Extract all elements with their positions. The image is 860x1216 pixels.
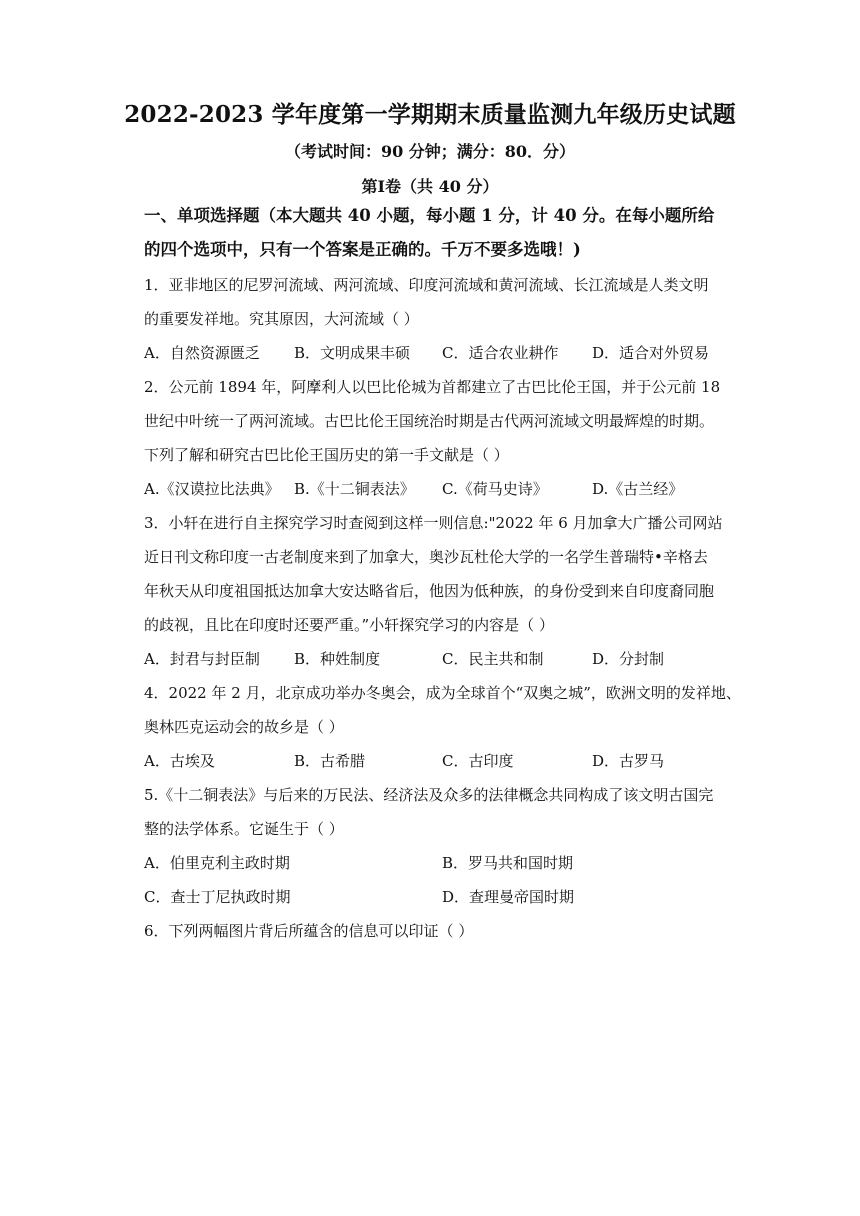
question-5-option-d[interactable]: D．查理曼帝国时期 — [442, 888, 575, 906]
question-3-line-3: 年秋天从印度祖国抵达加拿大安达略省后，他因为低种族，的身份受到来自印度裔同胞 — [144, 582, 715, 600]
exam-title: 2022-2023 学年度第一学期期末质量监测九年级历史试题 — [124, 101, 736, 128]
section-heading-line-2: 的四个选项中，只有一个答案是正确的。千万不要多选哦！) — [144, 240, 581, 259]
question-1-line-2: 的重要发祥地。究其原因，大河流域（ ） — [144, 310, 419, 328]
question-2-line-1: 2．公元前 1894 年，阿摩利人以巴比伦城为首都建立了古巴比伦王国，并于公元前 18 — [144, 378, 721, 396]
question-1-option-c[interactable]: C．适合农业耕作 — [442, 344, 559, 362]
question-5-option-a[interactable]: A．伯里克利主政时期 — [144, 854, 290, 872]
exam-time-score: （考试时间：90 分钟；满分：80．分） — [284, 142, 576, 161]
question-1-option-d[interactable]: D．适合对外贸易 — [592, 344, 710, 362]
question-3-option-c[interactable]: C．民主共和制 — [442, 650, 544, 668]
question-3-option-b[interactable]: B．种姓制度 — [294, 650, 381, 668]
question-3-line-2: 近日刊文称印度一古老制度来到了加拿大，奥沙瓦杜伦大学的一名学生普瑞特•辛格去 — [144, 548, 708, 566]
question-4-option-a[interactable]: A．古埃及 — [144, 752, 215, 770]
question-2-option-d[interactable]: D.《古兰经》 — [592, 480, 684, 498]
question-4-option-c[interactable]: C．古印度 — [442, 752, 514, 770]
question-4-option-b[interactable]: B．古希腊 — [294, 752, 366, 770]
section-heading-line-1: 一、单项选择题（本大题共 40 小题，每小题 1 分，计 40 分。在每小题所给 — [144, 206, 715, 225]
question-1-option-b[interactable]: B．文明成果丰硕 — [294, 344, 411, 362]
question-5-option-c[interactable]: C．查士丁尼执政时期 — [144, 888, 291, 906]
question-1-line-1: 1．亚非地区的尼罗河流域、两河流域、印度河流域和黄河流域、长江流域是人类文明 — [144, 276, 709, 294]
question-2-line-3: 下列了解和研究古巴比伦王国历史的第一手文献是（ ） — [144, 446, 509, 464]
question-4-line-2: 奥林匹克运动会的故乡是（ ） — [144, 718, 344, 736]
question-5-option-b[interactable]: B．罗马共和国时期 — [442, 854, 574, 872]
question-2-line-2: 世纪中叶统一了两河流域。古巴比伦王国统治时期是古代两河流域文明最辉煌的时期。 — [144, 412, 715, 430]
question-4-option-d[interactable]: D．古罗马 — [592, 752, 665, 770]
volume-heading: 第Ⅰ卷（共 40 分） — [361, 177, 499, 196]
question-2-option-a[interactable]: A.《汉谟拉比法典》 — [144, 480, 280, 498]
question-3-option-a[interactable]: A．封君与封臣制 — [144, 650, 260, 668]
question-3-option-d[interactable]: D．分封制 — [592, 650, 665, 668]
question-5-line-2: 整的法学体系。它诞生于（ ） — [144, 820, 344, 838]
question-3-line-1: 3．小轩在进行自主探究学习时查阅到这样一则信息:"2022 年 6 月加拿大广播公司网站 — [144, 514, 723, 532]
question-3-line-4: 的歧视，且比在印度时还要严重。”小轩探究学习的内容是（ ） — [144, 616, 554, 634]
question-1-option-a[interactable]: A．自然资源匮乏 — [144, 344, 260, 362]
question-2-option-b[interactable]: B.《十二铜表法》 — [294, 480, 415, 498]
question-4-line-1: 4．2022 年 2 月，北京成功举办冬奥会，成为全球首个“双奥之城”，欧洲文明的发祥地、 — [144, 684, 741, 702]
question-6-line-1: 6．下列两幅图片背后所蕴含的信息可以印证（ ） — [144, 922, 474, 940]
question-5-line-1: 5.《十二铜表法》与后来的万民法、经济法及众多的法律概念共同构成了该文明古国完 — [144, 786, 714, 804]
question-2-option-c[interactable]: C.《荷马史诗》 — [442, 480, 548, 498]
